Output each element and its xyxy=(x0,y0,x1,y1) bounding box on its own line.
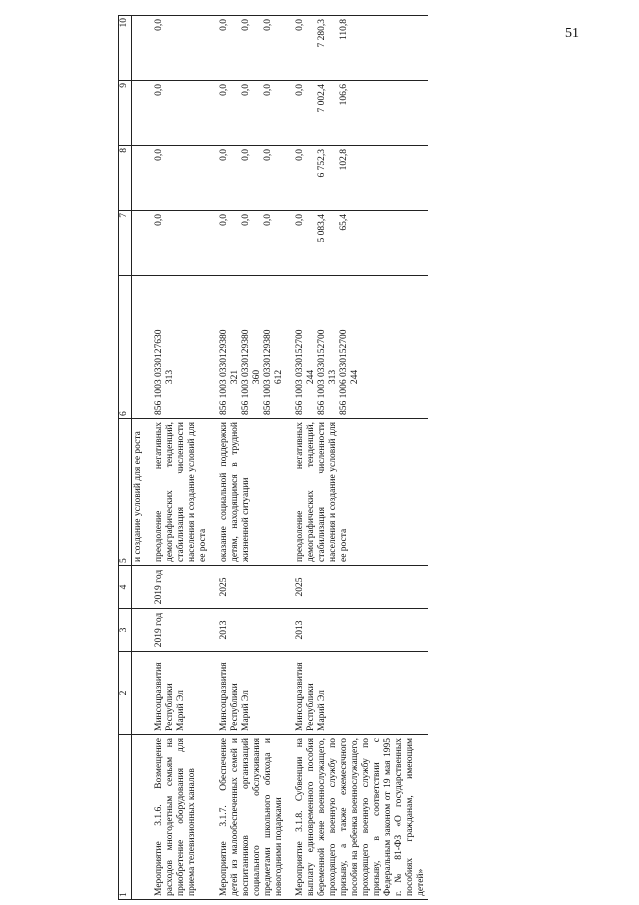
goal-cell: преодоление негативных демографических тенденций, стабилизация численности населения и создание условий для ее роста xyxy=(294,419,428,566)
value-line: 110,8 xyxy=(339,19,349,41)
value-line: 102,8 xyxy=(339,149,349,171)
header-col-3: 3 xyxy=(119,609,132,652)
page-number: 51 xyxy=(565,26,579,41)
spacer-cell xyxy=(286,81,294,146)
spacer-cell xyxy=(286,609,294,652)
executor-cell: Минсоцразвития Республики Марий Эл xyxy=(153,652,210,735)
value-cell-10 xyxy=(218,16,286,81)
value-spacer xyxy=(350,84,361,142)
value-cell-9 xyxy=(294,81,428,146)
goal-cell: оказание социальной поддержки детям, находящимся в трудной жизненной ситуации xyxy=(218,419,286,566)
measure-name-cell: Мероприятие 3.1.7. Обеспечение детей из малообеспеченных семей и воспитанников организаций социального обслуживания предметами школьного обихода и новогодними подарками xyxy=(218,735,286,900)
value-cell-8 xyxy=(218,146,286,211)
header-col-10: 10 xyxy=(119,16,132,81)
budget-code-cell xyxy=(218,276,286,419)
value-cell-7 xyxy=(218,211,286,276)
value-spacer xyxy=(230,19,241,77)
budget-code: 856 1006 0330152700 xyxy=(339,329,349,415)
executor-cell: Минсоцразвития Республики Марий Эл xyxy=(294,652,428,735)
value-line: 0,0 xyxy=(154,214,164,226)
budget-code-sub: 313 xyxy=(165,369,175,385)
row-spacer xyxy=(286,16,294,900)
budget-code-sub: 360 xyxy=(252,369,262,385)
spacer-cell xyxy=(210,419,218,566)
spacer-cell xyxy=(145,211,153,276)
spacer-cell xyxy=(145,16,153,81)
value-line: 106,6 xyxy=(339,84,349,106)
spacer-cell xyxy=(286,276,294,419)
value-cell-7 xyxy=(153,211,210,276)
value-spacer xyxy=(328,84,339,142)
value-line: 0,0 xyxy=(154,19,164,31)
value-spacer xyxy=(252,149,263,207)
spacer-cell xyxy=(145,652,153,735)
spacer-cell xyxy=(286,211,294,276)
value-cell-10 xyxy=(153,16,210,81)
value-line: 0,0 xyxy=(241,214,251,226)
budget-code-cell xyxy=(294,276,428,419)
value-cell-8 xyxy=(294,146,428,211)
value-spacer xyxy=(252,84,263,142)
value-spacer xyxy=(165,19,176,77)
value-line: 0,0 xyxy=(219,19,229,31)
value-cell-10 xyxy=(294,16,428,81)
value-spacer xyxy=(274,214,285,272)
spacer-cell xyxy=(145,146,153,211)
spacer-cell xyxy=(210,652,218,735)
program-measures-table xyxy=(118,15,428,900)
end-year-cell: 2025 xyxy=(294,566,428,609)
spacer-cell xyxy=(210,81,218,146)
budget-code: 856 1003 0330129380 xyxy=(263,329,273,415)
value-spacer xyxy=(328,149,339,207)
header-col-8: 8 xyxy=(119,146,132,211)
value-line: 0,0 xyxy=(154,84,164,96)
spacer-cell xyxy=(145,81,153,146)
value-line: 0,0 xyxy=(241,19,251,31)
value-spacer xyxy=(274,19,285,77)
value-line: 0,0 xyxy=(295,19,305,31)
header-col-1: 1 xyxy=(119,735,132,900)
value-line: 0,0 xyxy=(295,214,305,226)
value-line: 0,0 xyxy=(263,19,273,31)
value-line: 0,0 xyxy=(219,84,229,96)
table-row xyxy=(294,16,428,900)
budget-code: 856 1003 0330129380 xyxy=(219,329,229,415)
spacer-cell xyxy=(210,16,218,81)
executor-cell: Минсоцразвития Республики Марий Эл xyxy=(218,652,286,735)
value-spacer xyxy=(350,214,361,272)
budget-code: 856 1003 0330152700 xyxy=(317,329,327,415)
value-spacer xyxy=(306,149,317,207)
spacer-cell xyxy=(210,609,218,652)
table-row xyxy=(153,16,210,900)
value-cell-7 xyxy=(294,211,428,276)
budget-code: 856 1003 0330152700 xyxy=(295,329,305,415)
row-spacer xyxy=(210,16,218,900)
budget-code-sub: 321 xyxy=(230,369,240,385)
table-rotated xyxy=(118,20,618,900)
value-spacer xyxy=(306,84,317,142)
spacer-cell xyxy=(286,566,294,609)
table-row-continuation xyxy=(132,16,146,900)
value-line: 7 002,4 xyxy=(317,84,327,113)
value-spacer xyxy=(306,214,317,272)
spacer-cell xyxy=(145,419,153,566)
value-spacer xyxy=(252,19,263,77)
spacer-cell xyxy=(286,652,294,735)
budget-code: 856 1003 0330129380 xyxy=(241,329,251,415)
value-spacer xyxy=(350,19,361,77)
budget-code-sub: 244 xyxy=(306,369,316,385)
spacer-cell xyxy=(145,566,153,609)
spacer-cell xyxy=(210,211,218,276)
budget-code-sub: 313 xyxy=(328,369,338,385)
value-spacer xyxy=(165,149,176,207)
start-year-cell: 2013 xyxy=(218,609,286,652)
start-year-cell: 2019 год xyxy=(153,609,210,652)
value-line: 7 280,3 xyxy=(317,19,327,48)
value-spacer xyxy=(165,84,176,142)
header-col-2: 2 xyxy=(119,652,132,735)
spacer-cell xyxy=(210,735,218,900)
value-line: 0,0 xyxy=(295,149,305,161)
start-year-cell: 2013 xyxy=(294,609,428,652)
header-col-6: 6 xyxy=(119,276,132,419)
end-year-cell: 2025 xyxy=(218,566,286,609)
value-cell-8 xyxy=(153,146,210,211)
header-col-4: 4 xyxy=(119,566,132,609)
value-spacer xyxy=(252,214,263,272)
value-line: 5 083,4 xyxy=(317,214,327,243)
spacer-cell xyxy=(286,419,294,566)
value-spacer xyxy=(328,214,339,272)
value-line: 0,0 xyxy=(295,84,305,96)
value-spacer xyxy=(230,149,241,207)
header-col-9: 9 xyxy=(119,81,132,146)
budget-code-sub: 612 xyxy=(274,369,284,385)
value-spacer xyxy=(350,149,361,207)
value-spacer xyxy=(165,214,176,272)
value-line: 0,0 xyxy=(263,214,273,226)
spacer-cell xyxy=(145,609,153,652)
value-line: 65,4 xyxy=(339,214,349,231)
spacer-cell xyxy=(286,16,294,81)
row-spacer xyxy=(145,16,153,900)
value-spacer xyxy=(274,84,285,142)
value-line: 0,0 xyxy=(263,84,273,96)
budget-code-cell xyxy=(153,276,210,419)
value-spacer xyxy=(230,84,241,142)
table-row xyxy=(218,16,286,900)
measure-name-cell: Мероприятие 3.1.8. Субвенции на выплату единовременного пособия беременной жене военнослужащего, проходящего военную службу по призыву, а также ежемесячного пособия на ребенка военнослужащего, проходящего военную службу по призыву, в соответствии с Федеральным законом от 19 мая 1995 г. № 81-ФЗ «О государственных пособиях гражданам, имеющим детей» xyxy=(294,735,428,900)
spacer-cell xyxy=(210,566,218,609)
value-line: 0,0 xyxy=(219,214,229,226)
end-year-cell: 2019 год xyxy=(153,566,210,609)
spacer-cell xyxy=(145,735,153,900)
header-col-7: 7 xyxy=(119,211,132,276)
value-spacer xyxy=(306,19,317,77)
continued-goal-cell: и создание условий для ее роста xyxy=(132,419,146,566)
table-header-row xyxy=(119,16,132,900)
value-line: 0,0 xyxy=(241,84,251,96)
value-spacer xyxy=(274,149,285,207)
header-col-5: 5 xyxy=(119,419,132,566)
value-line: 0,0 xyxy=(154,149,164,161)
value-line: 6 752,3 xyxy=(317,149,327,178)
spacer-cell xyxy=(286,735,294,900)
spacer-cell xyxy=(145,276,153,419)
measure-name-cell: Мероприятие 3.1.6. Возмещение расходов многодетным семьям на приобретение оборудования для приема телевизионных каналов xyxy=(153,735,210,900)
value-line: 0,0 xyxy=(219,149,229,161)
spacer-cell xyxy=(210,276,218,419)
goal-cell: преодоление негативных демографических тенденций, стабилизация численности населения и создание условий для ее роста xyxy=(153,419,210,566)
budget-code-sub: 244 xyxy=(350,369,360,385)
spacer-cell xyxy=(210,146,218,211)
value-cell-9 xyxy=(153,81,210,146)
spacer-cell xyxy=(286,146,294,211)
value-line: 0,0 xyxy=(263,149,273,161)
value-cell-9 xyxy=(218,81,286,146)
value-spacer xyxy=(328,19,339,77)
value-line: 0,0 xyxy=(241,149,251,161)
budget-code: 856 1003 0330127630 xyxy=(154,329,164,415)
value-spacer xyxy=(230,214,241,272)
